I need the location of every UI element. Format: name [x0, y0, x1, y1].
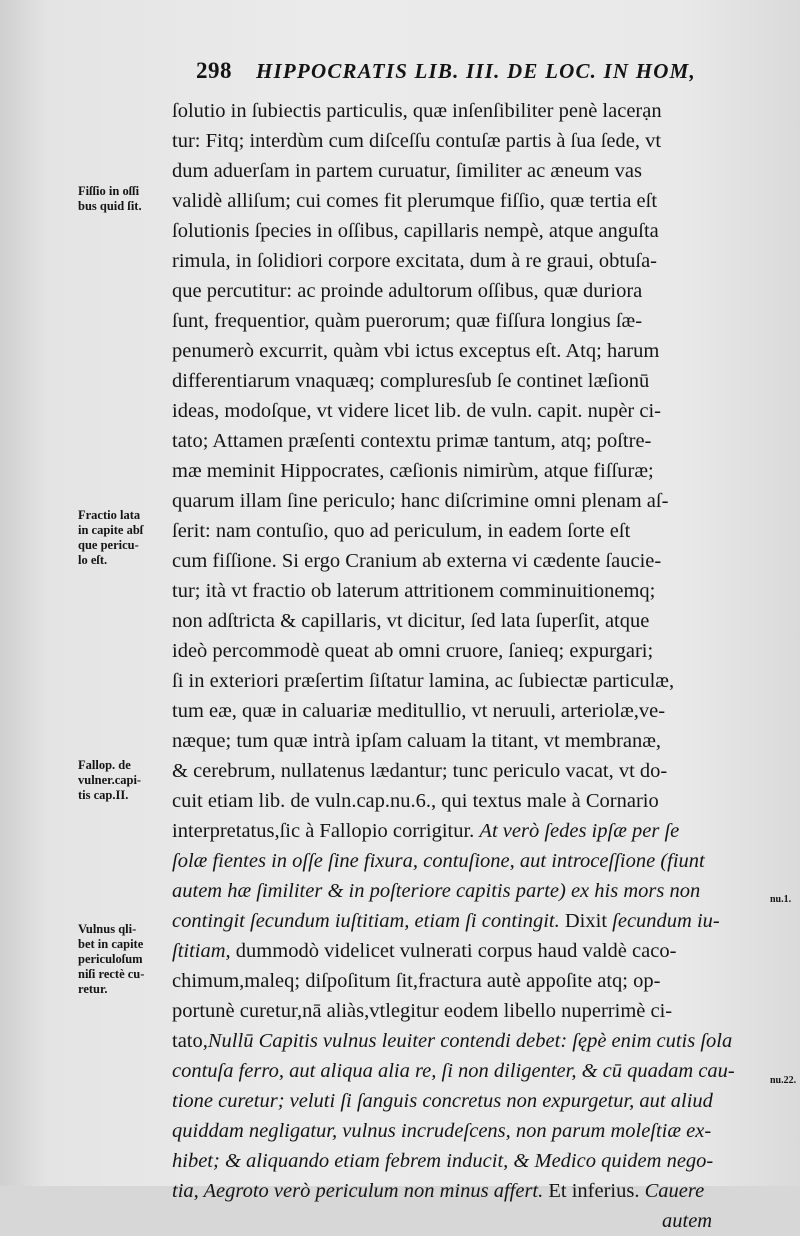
- text-line: ideò percommodè queat ab omni cruore, ſanieq; expurgari;: [172, 640, 654, 662]
- text-segment: Et inferius.: [548, 1180, 640, 1202]
- italic-segment: veluti ſi ſanguis concretus non expurgetur, aut aliud: [289, 1090, 713, 1112]
- margin-note: [78, 922, 174, 997]
- text-line: differentiarum vnaquæq; compluresſub ſe continet læſionū: [172, 370, 650, 392]
- margin-note-line: bet in capite: [78, 937, 144, 951]
- text-line: ſolutionis ſpecies in oſſibus, capillaris nempè, atque anguſta: [172, 220, 659, 242]
- margin-note-line: tis cap.II.: [78, 788, 129, 802]
- text-line: rimula, in ſolidiori corpore excitata, dum à re graui, obtuſa-: [172, 250, 658, 272]
- margin-note-line: Fractio lata: [78, 508, 141, 522]
- text-line: [172, 816, 796, 846]
- text-line: ſerit: nam contuſio, quo ad periculum, in eadem ſorte eſt: [172, 520, 631, 542]
- text-segment: interpretatus,ſic à Fallopio corrigitur.: [172, 820, 475, 842]
- text-line: [172, 1026, 796, 1056]
- italic-segment: ſtitiam,: [172, 940, 231, 962]
- running-head: HIPPOCRATIS LIB. III. DE LOC. IN HOM,: [256, 59, 696, 83]
- text-line: penumerò excurrit, quàm vbi ictus exceptus eſt. Atq; harum: [172, 340, 660, 362]
- text-segment: dummodò videlicet vulnerati corpus haud valdè caco-: [235, 940, 677, 962]
- right-margin-reference: nu.22.: [770, 1075, 797, 1086]
- text-line: tur; ità vt fractio ob laterum attritionem comminuitionemq;: [172, 580, 656, 602]
- text-segment: Dixit: [564, 910, 608, 932]
- margin-note-line: lo eſt.: [78, 553, 108, 567]
- main-text-block: [172, 96, 796, 1236]
- italic-segment: ſecundum iu-: [612, 910, 720, 932]
- margin-note: [78, 184, 174, 214]
- italic-segment: tia, Aegroto verò periculum non minus affert.: [172, 1180, 544, 1202]
- text-line: ſi in exteriori præſertim ſiſtatur lamina, ac ſubiectæ particulæ,: [172, 670, 675, 692]
- text-line: tato; Attamen præſenti contextu primæ tantum, atq; poſtre-: [172, 430, 652, 452]
- margin-note-line: Vulnus qli-: [78, 922, 137, 936]
- margin-note-line: in capite abſ: [78, 523, 144, 537]
- text-line: [172, 1176, 796, 1206]
- show-through-text: [90, 170, 170, 470]
- page-number: 298: [196, 58, 232, 83]
- page-header: [196, 58, 796, 92]
- text-line: ideas, modoſque, vt videre licet lib. de vuln. capit. nupèr ci-: [172, 400, 662, 422]
- margin-note-line: retur.: [78, 982, 108, 996]
- text-line: [172, 1086, 796, 1116]
- text-line: validè alliſum; cui comes fit plerumque fiſſio, quæ tertia eſt: [172, 190, 658, 212]
- text-segment: tato,: [172, 1030, 208, 1052]
- text-line: mæ meminit Hippocrates, cæſionis nimirùm, atque fiſſuræ;: [172, 460, 654, 482]
- italic-segment: Nullū Capitis vulnus leuiter contendi debet: ſępè enim cutis ſola: [207, 1030, 733, 1052]
- right-margin-reference: nu.1.: [770, 894, 792, 905]
- text-line: ſolæ fientes in oſſe ſine fixura, contuſione, aut introceſſione (fiunt: [172, 850, 705, 872]
- margin-note-line: vulner.capi-: [78, 773, 142, 787]
- text-line: chimum,maleq; diſpoſitum ſit,fractura autè appoſite atq; op-: [172, 970, 661, 992]
- text-line: portunè curetur,nā aliàs,vtlegitur eodem libello nuperrimè ci-: [172, 1000, 673, 1022]
- margin-note-line: Fallop. de: [78, 758, 131, 772]
- text-line: [172, 936, 796, 966]
- margin-note-line: que pericu-: [78, 538, 139, 552]
- text-line: non adſtricta & capillaris, vt dicitur, ſed lata ſuperſit, atque: [172, 610, 650, 632]
- text-line: tur: Fitq; interdùm cum diſceſſu contuſæ partis à ſua ſede, vt: [172, 130, 662, 152]
- text-line: & cerebrum, nullatenus lædantur; tunc periculo vacat, vt do-: [172, 760, 668, 782]
- italic-segment: Cauere: [644, 1180, 705, 1202]
- text-line: que percutitur: ac proinde adultorum oſſibus, quæ duriora: [172, 280, 643, 302]
- italic-segment: At verò ſedes ipſæ per ſe: [479, 820, 680, 842]
- text-line: tum eæ, quæ in caluariæ meditullio, vt neruuli, arteriolæ,ve-: [172, 700, 666, 722]
- italic-segment: tione curetur;: [172, 1090, 285, 1112]
- text-line: dum aduerſam in partem curuatur, ſimiliter ac æneum vas: [172, 160, 642, 182]
- text-line: quiddam negligatur, vulnus incrudeſcens, non parum moleſtiæ ex-: [172, 1120, 712, 1142]
- catchword: autem: [662, 1210, 713, 1232]
- text-line: autem hæ ſimiliter & in poſteriore capitis parte) ex his mors non: [172, 880, 701, 902]
- margin-note: [78, 508, 174, 568]
- text-line: contuſa ferro, aut aliqua alia re, ſi non diligenter, & cū quadam cau-: [172, 1060, 735, 1082]
- text-line: cuit etiam lib. de vuln.cap.nu.6., qui textus male à Cornario: [172, 790, 659, 812]
- text-line: [172, 906, 796, 936]
- margin-note-line: periculoſum: [78, 952, 143, 966]
- text-line: ſunt, frequentior, quàm puerorum; quæ fiſſura longius ſæ-: [172, 310, 643, 332]
- margin-note-line: niſi rectè cu-: [78, 967, 145, 981]
- text-line: quarum illam ſine periculo; hanc diſcrimine omni plenam aſ-: [172, 490, 669, 512]
- margin-note-line: Fiſſio in oſſi: [78, 184, 140, 198]
- italic-segment: contingit ſecundum iuſtitiam, etiam ſi contingit.: [172, 910, 560, 932]
- text-line: ſolutio in ſubiectis particulis, quæ inſenſibiliter penè lacerạn: [172, 100, 662, 122]
- text-line: næque; tum quæ intrà ipſam caluam la titant, vt membranæ,: [172, 730, 662, 752]
- text-line: cum fiſſione. Si ergo Cranium ab externa vi cædente ſaucie-: [172, 550, 662, 572]
- margin-note-line: bus quid ſit.: [78, 199, 142, 213]
- text-line: hibet; & aliquando etiam febrem inducit, & Medico quidem nego-: [172, 1150, 714, 1172]
- margin-note: [78, 758, 174, 803]
